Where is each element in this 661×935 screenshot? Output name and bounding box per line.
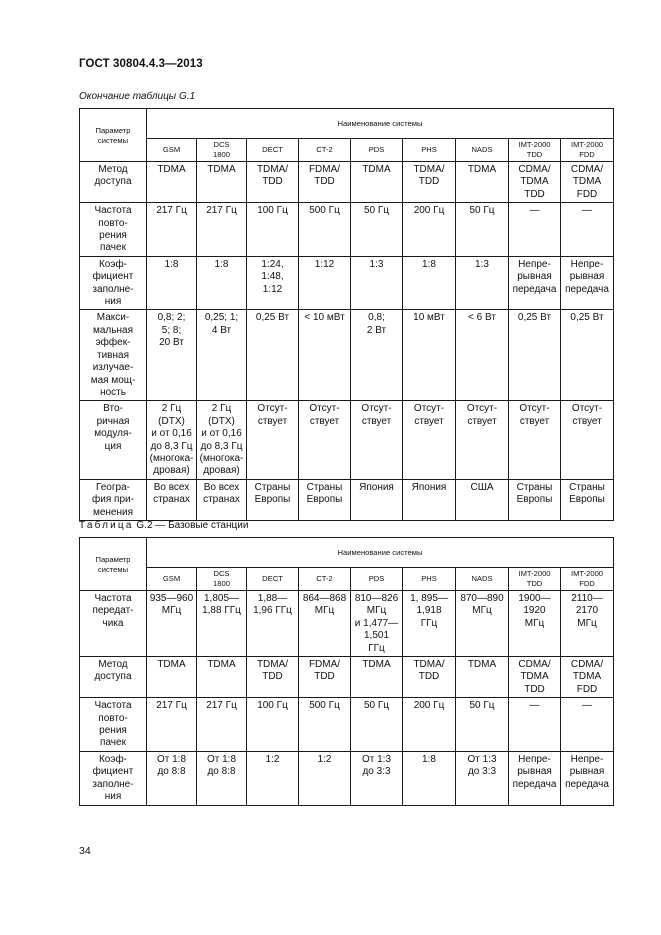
table-cell: 2110— 2170 МГц bbox=[561, 591, 614, 657]
table-cell: TDMA bbox=[351, 657, 403, 698]
table-cell: Страны Европы bbox=[299, 479, 351, 520]
table-cell: TDMA bbox=[147, 657, 197, 698]
table-cell: 500 Гц bbox=[299, 698, 351, 752]
table-row bbox=[80, 591, 614, 657]
param-header: Параметр системы bbox=[80, 109, 147, 162]
table-cell: 10 мВт bbox=[403, 310, 456, 401]
table-cell: 1:8 bbox=[403, 751, 456, 805]
table-cell: FDMA/ TDD bbox=[299, 657, 351, 698]
table-cell: Непре- рывная передача bbox=[509, 751, 561, 805]
table-cell: < 6 Вт bbox=[456, 310, 509, 401]
table-cell: Страны Европы bbox=[509, 479, 561, 520]
system-group-header: Наименование системы bbox=[147, 109, 614, 139]
table-cell: 810—826 МГц и 1,477— 1,501 ГГц bbox=[351, 591, 403, 657]
table-cell: 1:8 bbox=[403, 256, 456, 310]
param-header: Параметр системы bbox=[80, 538, 147, 591]
table-cell: TDMA/ TDD bbox=[403, 162, 456, 203]
parameter-label: Частота повто- рения пачек bbox=[80, 203, 147, 257]
parameter-label: Метод доступа bbox=[80, 657, 147, 698]
table-g2-base-stations bbox=[79, 537, 614, 806]
table-cell: 870—890 МГц bbox=[456, 591, 509, 657]
table-cell: Япония bbox=[403, 479, 456, 520]
table-cell: Отсут- ствует bbox=[456, 401, 509, 479]
table-cell: 0,25 Вт bbox=[509, 310, 561, 401]
system-group-header: Наименование системы bbox=[147, 538, 614, 568]
table-cell: Отсут- ствует bbox=[561, 401, 614, 479]
table-cell: 1:8 bbox=[197, 256, 247, 310]
parameter-label: Частота повто- рения пачек bbox=[80, 698, 147, 752]
table-cell: — bbox=[561, 698, 614, 752]
table-cell: 0,25; 1; 4 Вт bbox=[197, 310, 247, 401]
table-row bbox=[80, 698, 614, 752]
table-cell: 217 Гц bbox=[197, 203, 247, 257]
table-cell: Непре- рывная передача bbox=[561, 256, 614, 310]
table-cell: 1:24, 1:48, 1:12 bbox=[247, 256, 299, 310]
table-g2-title: G.2 — Базовые станции bbox=[133, 520, 249, 531]
page-number: 34 bbox=[79, 845, 91, 857]
table-cell: 864—868 МГц bbox=[299, 591, 351, 657]
table-row bbox=[80, 657, 614, 698]
table-row bbox=[80, 310, 614, 401]
table-cell: 50 Гц bbox=[351, 203, 403, 257]
table-g2-caption bbox=[79, 520, 248, 531]
table-cell: Япония bbox=[351, 479, 403, 520]
table-cell: Отсут- ствует bbox=[509, 401, 561, 479]
table-cell: 1900— 1920 МГц bbox=[509, 591, 561, 657]
table-cell: 50 Гц bbox=[456, 203, 509, 257]
table-cell: TDMA/ TDD bbox=[247, 657, 299, 698]
system-header: IMT-2000 FDD bbox=[561, 139, 614, 162]
table-cell: Отсут- ствует bbox=[299, 401, 351, 479]
table-cell: 1:12 bbox=[299, 256, 351, 310]
table-cell: TDMA bbox=[351, 162, 403, 203]
system-header: IMT-2000 TDD bbox=[509, 139, 561, 162]
parameter-label: Метод доступа bbox=[80, 162, 147, 203]
table-cell: TDMA bbox=[197, 162, 247, 203]
table-cell: 1:2 bbox=[247, 751, 299, 805]
system-header: DCS 1800 bbox=[197, 568, 247, 591]
system-header: PDS bbox=[351, 568, 403, 591]
table-cell: 217 Гц bbox=[147, 203, 197, 257]
table-cell: От 1:8 до 8:8 bbox=[147, 751, 197, 805]
parameter-label: Макси- мальная эффек- тивная излучае- мая мощ- ность bbox=[80, 310, 147, 401]
table-cell: 1:3 bbox=[456, 256, 509, 310]
table-cell: CDMA/ TDMA TDD bbox=[509, 162, 561, 203]
table-cell: Страны Европы bbox=[247, 479, 299, 520]
table-cell: 200 Гц bbox=[403, 698, 456, 752]
table-g1-end bbox=[79, 108, 614, 521]
parameter-label: Коэф- фициент заполне- ния bbox=[80, 751, 147, 805]
system-header: DECT bbox=[247, 139, 299, 162]
table-cell: 2 Гц (DTX) и от 0,16 до 8,3 Гц (многока- дровая) bbox=[147, 401, 197, 479]
document-code: ГОСТ 30804.4.3—2013 bbox=[79, 58, 203, 70]
table-cell: 500 Гц bbox=[299, 203, 351, 257]
table-cell: 1,805— 1,88 ГГц bbox=[197, 591, 247, 657]
table-cell: 50 Гц bbox=[351, 698, 403, 752]
system-header: NADS bbox=[456, 568, 509, 591]
table-cell: Отсут- ствует bbox=[403, 401, 456, 479]
table-cell: 0,25 Вт bbox=[247, 310, 299, 401]
table-row bbox=[80, 256, 614, 310]
table-caption-continuation: Окончание таблицы G.1 bbox=[79, 91, 196, 102]
parameter-label: Коэф- фициент заполне- ния bbox=[80, 256, 147, 310]
table-cell: 1, 895— 1,918 ГГц bbox=[403, 591, 456, 657]
table-row bbox=[80, 401, 614, 479]
table-cell: Непре- рывная передача bbox=[509, 256, 561, 310]
table-cell: 0,25 Вт bbox=[561, 310, 614, 401]
system-header: GSM bbox=[147, 139, 197, 162]
table-word: Таблица bbox=[79, 520, 134, 531]
system-header: IMT-2000 TDD bbox=[509, 568, 561, 591]
system-header: DECT bbox=[247, 568, 299, 591]
table-cell: — bbox=[561, 203, 614, 257]
table-cell: TDMA bbox=[456, 657, 509, 698]
table-cell: 200 Гц bbox=[403, 203, 456, 257]
table-cell: Непре- рывная передача bbox=[561, 751, 614, 805]
table-row bbox=[80, 751, 614, 805]
table-cell: — bbox=[509, 203, 561, 257]
table-cell: 935—960 МГц bbox=[147, 591, 197, 657]
system-header: DCS 1800 bbox=[197, 139, 247, 162]
table-cell: 1:3 bbox=[351, 256, 403, 310]
table-cell: CDMA/ TDMA FDD bbox=[561, 162, 614, 203]
table-cell: 217 Гц bbox=[197, 698, 247, 752]
table-cell: США bbox=[456, 479, 509, 520]
table-cell: 217 Гц bbox=[147, 698, 197, 752]
table-cell: 2 Гц (DTX) и от 0,16 до 8,3 Гц (многока- дровая) bbox=[197, 401, 247, 479]
table-cell: CDMA/ TDMA TDD bbox=[509, 657, 561, 698]
parameter-label: Частота передат- чика bbox=[80, 591, 147, 657]
system-header: GSM bbox=[147, 568, 197, 591]
table-cell: FDMA/ TDD bbox=[299, 162, 351, 203]
table-cell: От 1:3 до 3:3 bbox=[351, 751, 403, 805]
table-cell: 1:2 bbox=[299, 751, 351, 805]
table-cell: 0,8; 2 Вт bbox=[351, 310, 403, 401]
system-header: PHS bbox=[403, 568, 456, 591]
table-cell: От 1:3 до 3:3 bbox=[456, 751, 509, 805]
table-cell: TDMA bbox=[147, 162, 197, 203]
table-cell: < 10 мВт bbox=[299, 310, 351, 401]
table-cell: Отсут- ствует bbox=[247, 401, 299, 479]
table-cell: Отсут- ствует bbox=[351, 401, 403, 479]
table-row bbox=[80, 162, 614, 203]
table-row bbox=[80, 203, 614, 257]
system-header: CT-2 bbox=[299, 139, 351, 162]
system-header: PHS bbox=[403, 139, 456, 162]
table-cell: 100 Гц bbox=[247, 698, 299, 752]
table-cell: TDMA bbox=[456, 162, 509, 203]
parameter-label: Вто- ричная модуля- ция bbox=[80, 401, 147, 479]
table-cell: 1:8 bbox=[147, 256, 197, 310]
table-cell: 0,8; 2; 5; 8; 20 Вт bbox=[147, 310, 197, 401]
table-cell: TDMA/ TDD bbox=[247, 162, 299, 203]
table-cell: Страны Европы bbox=[561, 479, 614, 520]
table-cell: От 1:8 до 8:8 bbox=[197, 751, 247, 805]
table-cell: CDMA/ TDMA FDD bbox=[561, 657, 614, 698]
system-header: PDS bbox=[351, 139, 403, 162]
system-header: NADS bbox=[456, 139, 509, 162]
table-cell: 50 Гц bbox=[456, 698, 509, 752]
table-cell: TDMA/ TDD bbox=[403, 657, 456, 698]
system-header: CT-2 bbox=[299, 568, 351, 591]
table-row bbox=[80, 479, 614, 520]
table-cell: TDMA bbox=[197, 657, 247, 698]
table-cell: Во всех странах bbox=[197, 479, 247, 520]
parameter-label: Геогра- фия при- менения bbox=[80, 479, 147, 520]
table-cell: 100 Гц bbox=[247, 203, 299, 257]
table-cell: — bbox=[509, 698, 561, 752]
system-header: IMT-2000 FDD bbox=[561, 568, 614, 591]
table-cell: Во всех странах bbox=[147, 479, 197, 520]
table-cell: 1,88— 1,96 ГГц bbox=[247, 591, 299, 657]
